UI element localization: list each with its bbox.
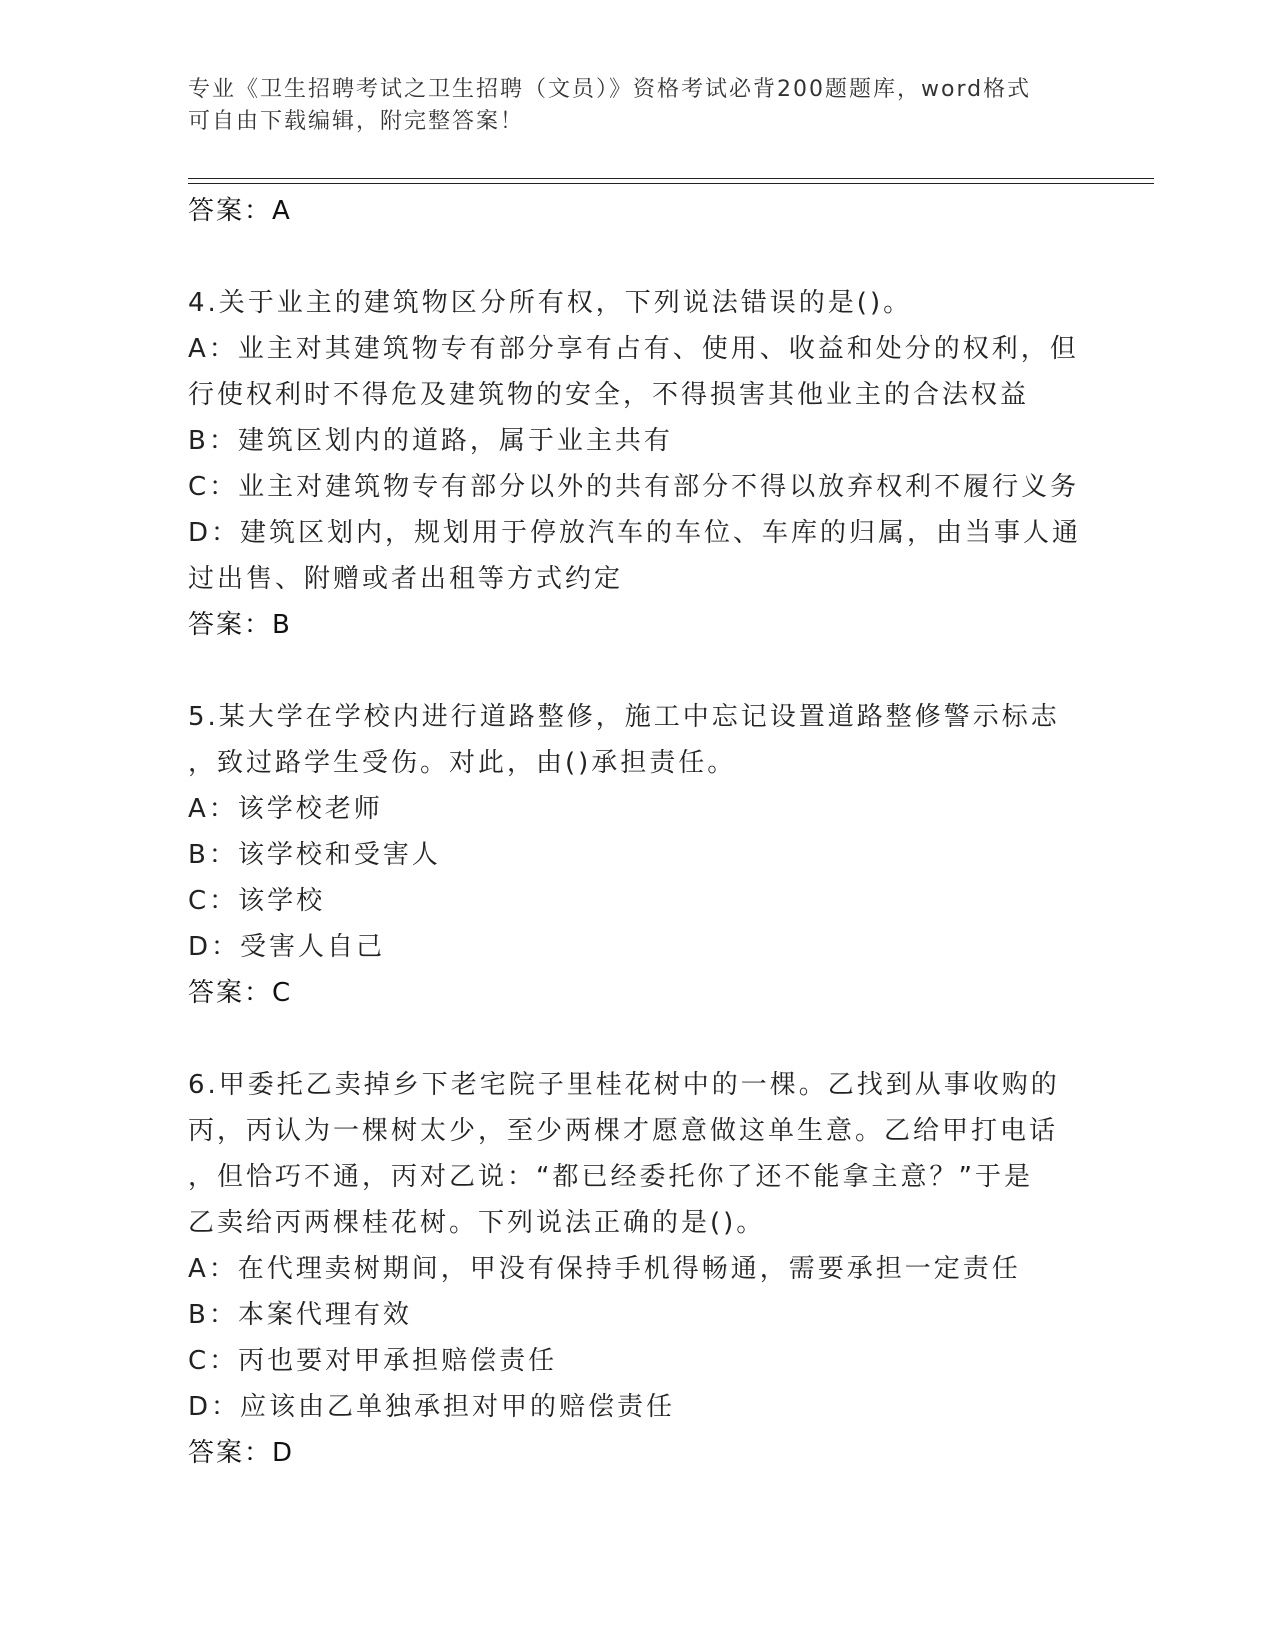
question-6-stem-line-4: 乙卖给丙两棵桂花树。下列说法正确的是()。	[188, 1208, 766, 1238]
question-4	[188, 280, 1088, 648]
question-6-option-d: D：应该由乙单独承担对甲的赔偿责任	[188, 1392, 676, 1422]
question-5-stem-line-1: 5.某大学在学校内进行道路整修，施工中忘记设置道路整修警示标志	[188, 702, 1060, 732]
question-5-option-c: C：该学校	[188, 886, 326, 916]
question-6-option-a: A：在代理卖树期间，甲没有保持手机得畅通，需要承担一定责任	[188, 1254, 1021, 1284]
question-5-option-a: A：该学校老师	[188, 794, 383, 824]
question-6-stem-line-1: 6.甲委托乙卖掉乡下老宅院子里桂花树中的一棵。乙找到从事收购的	[188, 1070, 1060, 1100]
question-4-option-d-line-2: 过出售、附赠或者出租等方式约定	[188, 564, 624, 594]
question-4-stem: 4.关于业主的建筑物区分所有权，下列说法错误的是()。	[188, 288, 913, 318]
question-4-option-b: B：建筑区划内的道路，属于业主共有	[188, 426, 673, 456]
question-content	[188, 188, 1088, 1476]
question-5-stem-line-2: ，致过路学生受伤。对此，由()承担责任。	[188, 748, 737, 778]
header-divider-bottom	[188, 183, 1154, 184]
question-4-option-c: C：业主对建筑物专有部分以外的共有部分不得以放弃权利不履行义务	[188, 472, 1080, 502]
header-line-1: 专业《卫生招聘考试之卫生招聘（文员）》资格考试必背200题题库，word格式	[188, 77, 1032, 102]
question-6-option-c: C：丙也要对甲承担赔偿责任	[188, 1346, 558, 1376]
question-4-option-a-line-1: A：业主对其建筑物专有部分享有占有、使用、收益和处分的权利，但	[188, 334, 1079, 364]
question-6	[188, 1062, 1088, 1476]
question-6-stem-line-2: 丙，丙认为一棵树太少，至少两棵才愿意做这单生意。乙给甲打电话	[188, 1116, 1059, 1146]
question-4-option-d-line-1: D：建筑区划内，规划用于停放汽车的车位、车库的归属，由当事人通	[188, 518, 1082, 548]
document-header	[188, 74, 1068, 138]
question-5-option-d: D：受害人自己	[188, 932, 386, 962]
question-5-answer: 答案：C	[188, 978, 293, 1008]
question-5	[188, 694, 1088, 1016]
question-6-answer: 答案：D	[188, 1438, 295, 1468]
header-line-2: 可自由下载编辑，附完整答案！	[188, 109, 525, 134]
question-4-option-a-line-2: 行使权利时不得危及建筑物的安全，不得损害其他业主的合法权益	[188, 380, 1030, 410]
question-5-option-b: B：该学校和受害人	[188, 840, 441, 870]
question-6-option-b: B：本案代理有效	[188, 1300, 412, 1330]
question-6-stem-line-3: ，但恰巧不通，丙对乙说：“都已经委托你了还不能拿主意？”于是	[188, 1162, 1033, 1192]
answer-prev: 答案：A	[188, 196, 292, 226]
question-4-answer: 答案：B	[188, 610, 292, 640]
header-divider-top	[188, 178, 1154, 179]
